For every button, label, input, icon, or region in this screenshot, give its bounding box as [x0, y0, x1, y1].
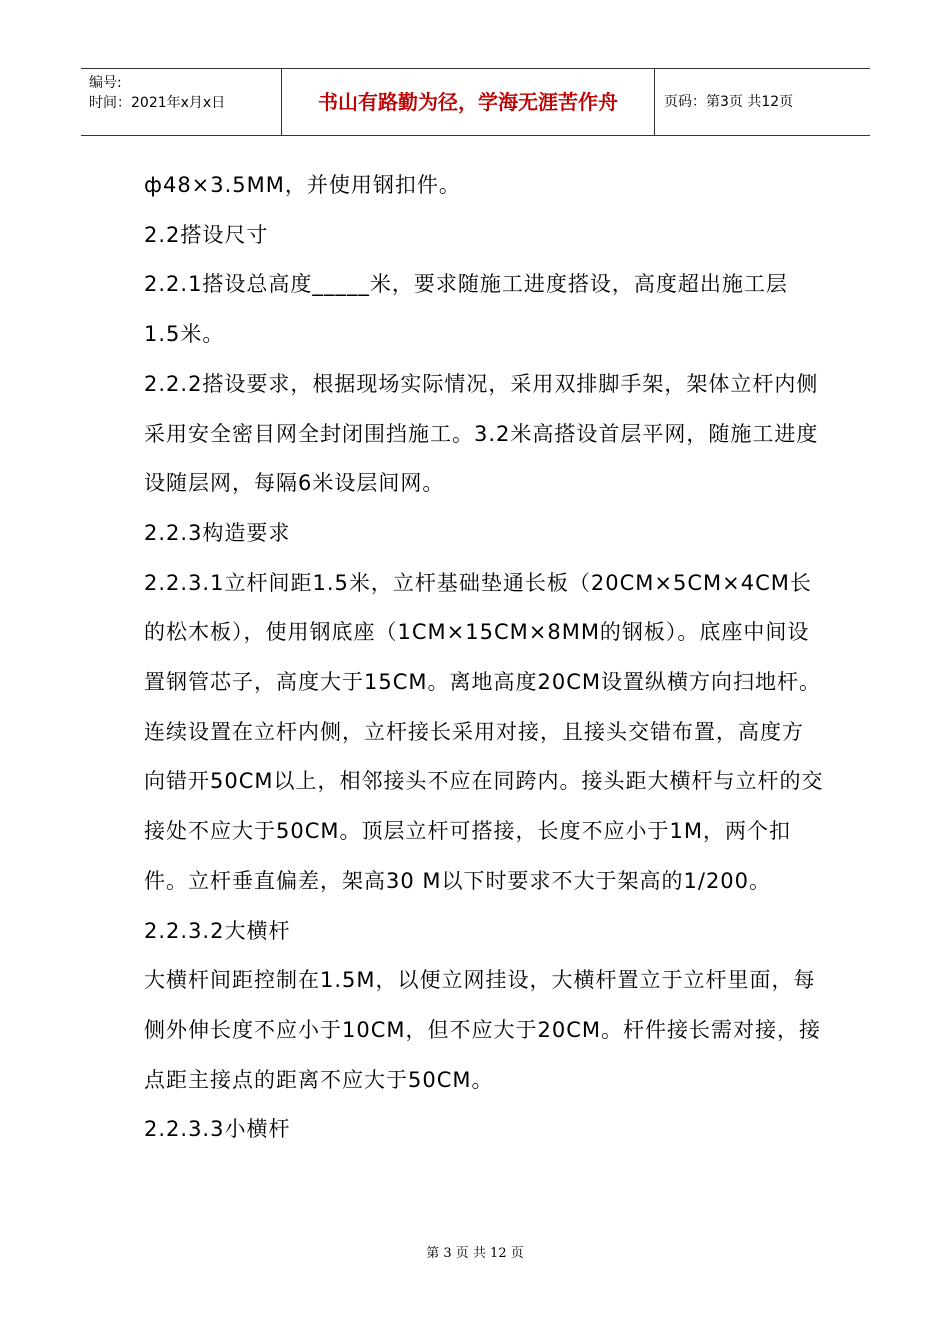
paragraph-large-crossbar: 大横杆间距控制在1.5M，以便立网挂设，大横杆置立于立杆里面，每侧外伸长度不应小于10CM，但不应大于20CM。杆件接长需对接，接点距主接点的距离不应大于50CM。	[144, 968, 822, 1092]
header-motto: 书山有路勤为径，学海无涯苦作舟	[281, 69, 655, 135]
page-header	[81, 68, 870, 136]
heading-2-2-3-2: 2.2.3.2大横杆	[144, 918, 291, 943]
document-number-label: 编号:	[89, 75, 122, 91]
header-meta	[81, 69, 281, 135]
document-body	[144, 161, 824, 1155]
heading-2-2-3-3: 2.2.3.3小横杆	[144, 1117, 291, 1142]
page-footer: 第 3 页 共 12 页	[426, 1246, 524, 1261]
paragraph-2-2-2: 2.2.2搭设要求，根据现场实际情况，采用双排脚手架，架体立杆内侧采用安全密目网全封闭围挡施工。3.2米高搭设首层平网，随施工进度设随层网，每隔6米设层间网。	[144, 371, 819, 496]
heading-2-2-3: 2.2.3构造要求	[144, 520, 291, 545]
header-page-number: 页码：第3页 共12页	[664, 94, 794, 110]
paragraph-2-2-3-1: 2.2.3.1立杆间距1.5米，立杆基础垫通长板（20CM×5CM×4CM长的松木板），使用钢底座（1CM×15CM×8MM的钢板）。底座中间设置钢管芯子，高度大于15CM。离地高度20CM设置纵横方向扫地杆。连续设置在立杆内侧，立杆接长采用对接，且接头交错布置，高度方向错开50CM以上，相邻接头不应在同跨内。接头距大横杆与立杆的交接处不应大于50CM。顶层立杆可搭接，长度不应小于1M，两个扣件。立杆垂直偏差，架高30 M以下时要求不大于架高的1/200。	[144, 570, 824, 893]
paragraph-2-2-1: 2.2.1搭设总高度_____米，要求随施工进度搭设，高度超出施工层1.5米。	[144, 272, 788, 347]
document-date-label: 时间：2021年x月x日	[89, 95, 226, 111]
paragraph-pipe-spec: ф48×3.5MM，并使用钢扣件。	[144, 173, 461, 197]
heading-2-2: 2.2搭设尺寸	[144, 222, 269, 247]
